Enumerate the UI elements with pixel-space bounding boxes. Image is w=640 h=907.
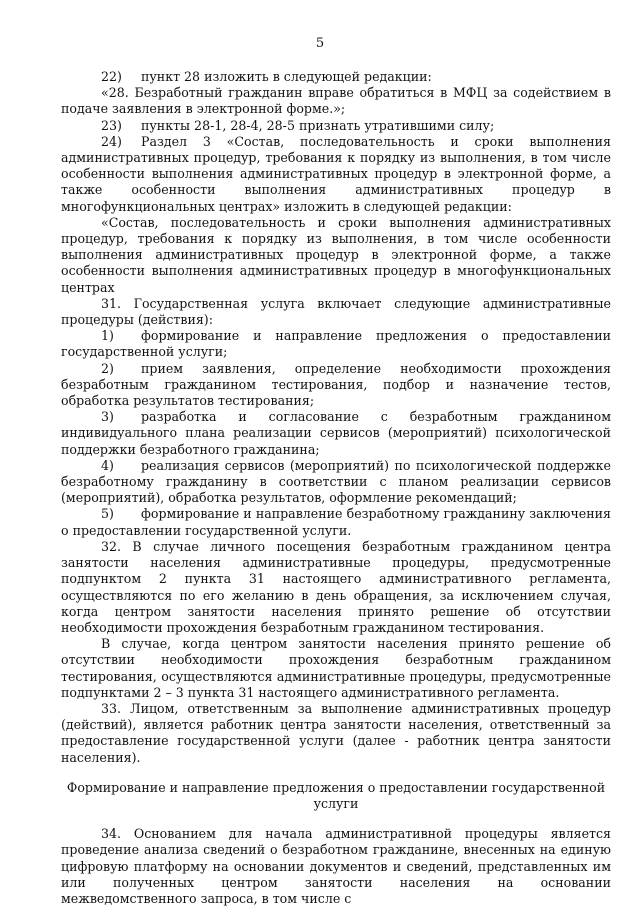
paragraph: В случае, когда центром занятости населения принято решение об отсутствии необходимости прохождения безработным гражданином тестирования, осуществляются административные процедуры, предусмотренные подпунктами 2 – 3 пункта 31 настоящего административного регламента.: [61, 636, 611, 700]
list-item-text: разработка и согласование с безработным гражданином индивидуального плана реализации сервисов (мероприятий) психологической поддержки безработного гражданина;: [61, 409, 611, 457]
list-item-number: 3): [101, 409, 114, 425]
list-item-number: 22): [101, 69, 122, 84]
section-spacer: [61, 766, 611, 780]
list-item: [61, 328, 611, 360]
list-item: [61, 409, 611, 458]
list-item-text: формирование и направление безработному гражданину заключения о предоставлении государственной услуги.: [61, 506, 611, 538]
list-item-number: 24): [101, 133, 122, 149]
list-item: [61, 361, 611, 410]
document-body: [61, 69, 611, 907]
list-item-text: формирование и направление предложения о предоставлении государственной услуги;: [61, 328, 611, 360]
list-item: [61, 134, 611, 215]
list-item-text: Раздел 3 «Состав, последовательность и сроки выполнения административных процедур, требования к порядку из выполнения, в том числе особенности выполнения административных процедур в электронной форме, а также особенности выполнения административных процедур в многофункциональных центрах» изложить в следующей редакции:: [61, 133, 611, 214]
paragraph: 31. Государственная услуга включает следующие административные процедуры (действия):: [61, 295, 611, 328]
section-spacer: [61, 812, 611, 826]
list-item-number: 2): [101, 360, 114, 376]
list-item-text: пункты 28-1, 28-4, 28-5 признать утратившими силу;: [141, 117, 495, 133]
paragraph: «28. Безработный гражданин вправе обратиться в МФЦ за содействием в подаче заявления в электронной форме.»;: [61, 85, 611, 117]
list-item: [61, 69, 611, 85]
list-item-number: 23): [101, 117, 122, 133]
list-item: [61, 118, 611, 134]
paragraph: 34. Основанием для начала административной процедуры является проведение анализа сведений о безработном гражданине, внесенных на единую цифровую платформу на основании документов и сведений, представленных им или полученных центром занятости населения на основании межведомственного запроса, в том числе с: [61, 826, 611, 906]
list-item-number: 1): [101, 328, 114, 344]
section-heading: Формирование и направление предложения о предоставлении государственной услуги: [66, 779, 606, 811]
paragraph: 33. Лицом, ответственным за выполнение административных процедур (действий), является работник центра занятости населения, ответственный за предоставление государственной услуги (далее - работник центра занятости населения).: [61, 700, 611, 765]
list-item-number: 5): [101, 506, 114, 522]
list-item-number: 4): [101, 457, 114, 473]
list-item-text: пункт 28 изложить в следующей редакции:: [141, 69, 432, 84]
list-item-text: реализация сервисов (мероприятий) по психологической поддержке безработному гражданину в соответствии с планом реализации сервисов (мероприятий), обработка результатов, оформление рекомендаций;: [61, 457, 611, 506]
list-item-text: прием заявления, определение необходимости прохождения безработным гражданином тестирования, подбор и назначение тестов, обработка результатов тестирования;: [61, 360, 611, 409]
page-number: 5: [315, 36, 325, 51]
list-item: [61, 506, 611, 538]
paragraph: «Состав, последовательность и сроки выполнения административных процедур, требования к порядку из выполнения, в том числе особенности выполнения административных процедур в электронной форме, а также особенности выполнения административных процедур в многофункциональных центрах: [61, 214, 611, 295]
list-item: [61, 458, 611, 507]
paragraph: 32. В случае личного посещения безработным гражданином центра занятости населения административные процедуры, предусмотренные подпунктом 2 пункта 31 настоящего административного регламента, осуществляются по его желанию в день обращения, за исключением случая, когда центром занятости населения принято решение об отсутствии необходимости прохождения безработным гражданином тестирования.: [61, 538, 611, 635]
